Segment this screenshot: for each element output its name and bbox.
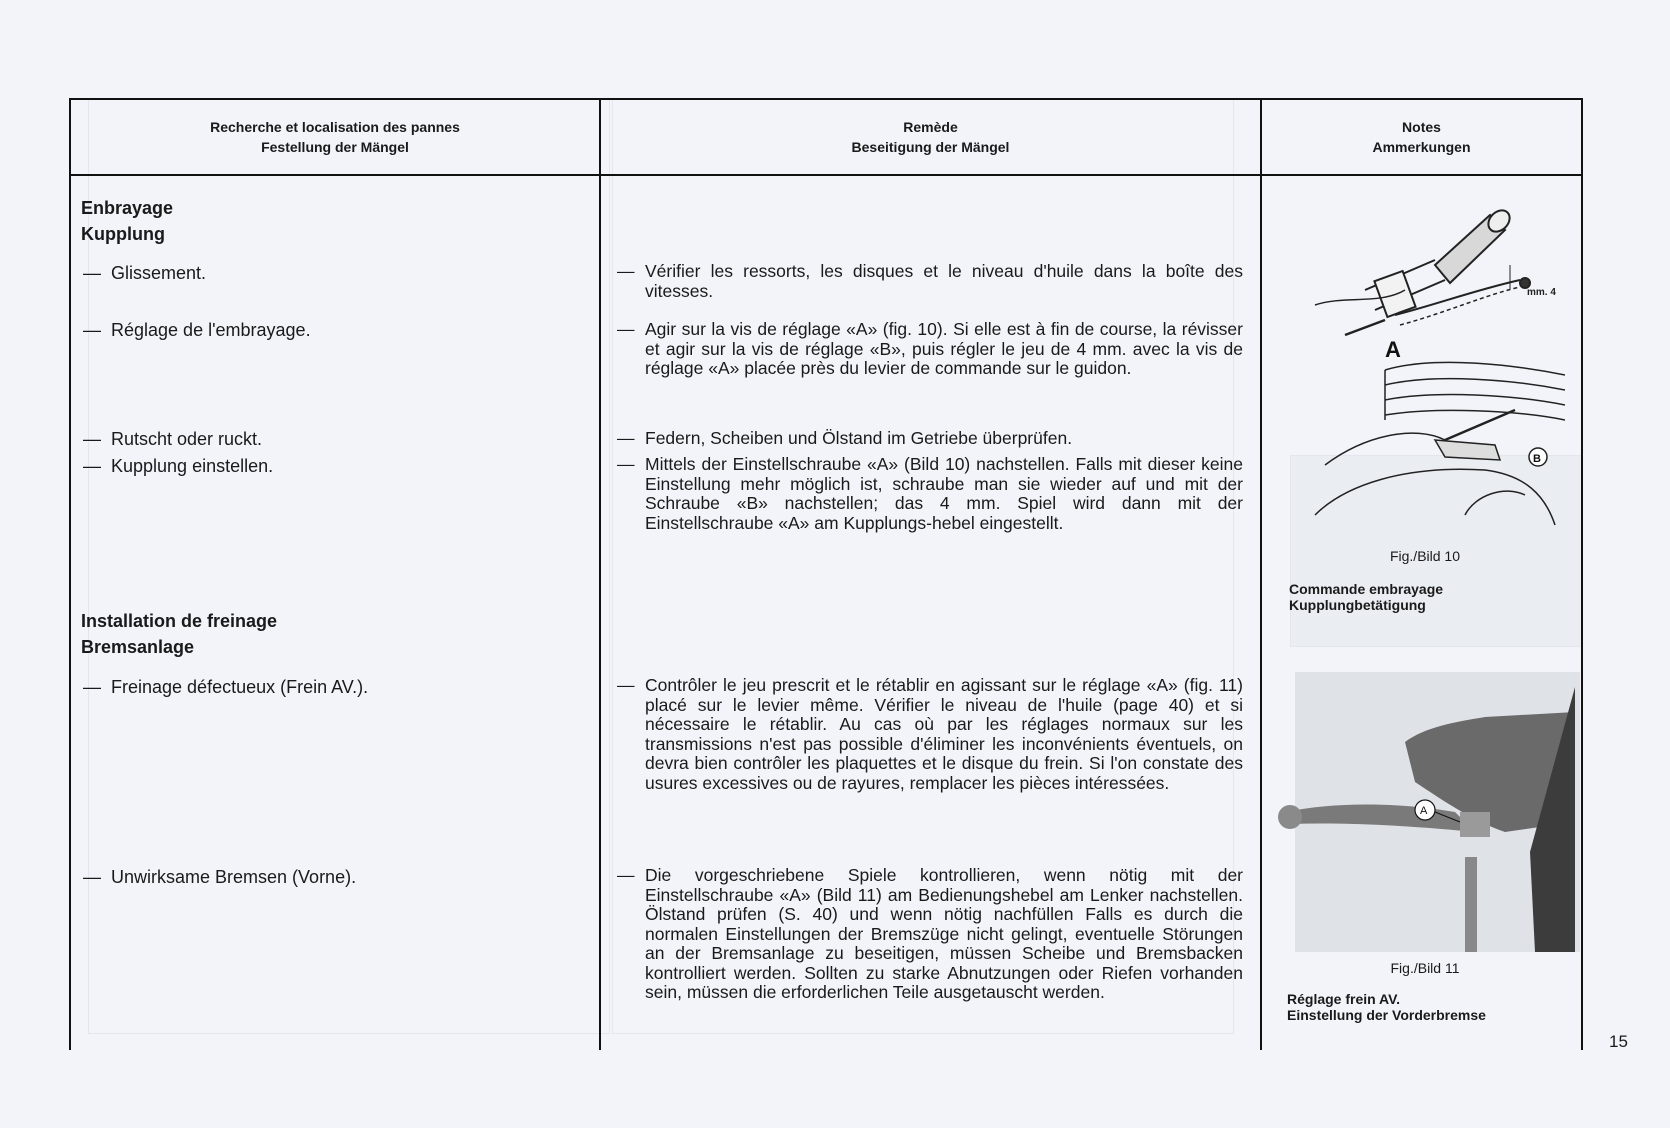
problem-text: Unwirksame Bremsen (Vorne).	[111, 867, 357, 887]
figure-label-b: B	[1533, 453, 1541, 465]
header-remedy-de: Beseitigung der Mängel	[851, 139, 1010, 155]
problem-item	[83, 263, 583, 283]
header-notes	[1262, 117, 1581, 157]
remedy-item	[617, 261, 1243, 301]
page-number: 15	[1609, 1032, 1628, 1051]
problem-item	[83, 677, 583, 697]
column-divider-2	[1260, 98, 1262, 1050]
header-remedy-fr: Remède	[903, 119, 958, 135]
figure-10-clutch-illustration	[1285, 195, 1565, 535]
problem-text: Kupplung einstellen.	[111, 456, 274, 476]
problem-item	[83, 867, 583, 887]
problem-text: Réglage de l'embrayage.	[111, 320, 311, 340]
figure-11-caption: Fig./Bild 11	[1390, 960, 1460, 976]
section-title-de: Bremsanlage	[81, 637, 195, 657]
figure-label-mm: mm. 4	[1527, 287, 1556, 298]
dash-bullet: —	[83, 429, 101, 449]
dash-bullet: —	[83, 677, 101, 697]
remedy-item	[617, 675, 1243, 793]
figure-title-fr: Réglage frein AV.	[1287, 991, 1401, 1007]
dash-bullet: —	[617, 428, 635, 448]
dash-bullet: —	[83, 263, 101, 283]
problem-text: Rutscht oder ruckt.	[111, 429, 263, 449]
figure-10-caption: Fig./Bild 10	[1389, 548, 1461, 564]
remedy-item	[617, 319, 1243, 379]
table-left-border	[69, 98, 71, 1050]
dash-bullet: —	[83, 867, 101, 887]
header-problems	[71, 117, 599, 157]
dash-bullet: —	[617, 675, 635, 695]
dash-bullet: —	[617, 865, 635, 885]
remedy-item	[617, 865, 1243, 1003]
problem-item	[83, 320, 583, 340]
problem-text: Freinage défectueux (Frein AV.).	[111, 677, 369, 697]
figure-title-de: Kupplungbetätigung	[1289, 597, 1426, 613]
header-problems-de: Festellung der Mängel	[261, 139, 409, 155]
header-notes-de: Ammerkungen	[1372, 139, 1471, 155]
section-title-fr: Installation de freinage	[81, 611, 278, 631]
dash-bullet: —	[83, 320, 101, 340]
header-remedy	[601, 117, 1260, 157]
figure-10-title	[1289, 581, 1443, 613]
header-notes-fr: Notes	[1402, 119, 1441, 135]
clutch-housing-drawing	[1315, 362, 1565, 525]
dash-bullet: —	[617, 319, 635, 339]
dash-bullet: —	[617, 261, 635, 281]
header-bottom-border	[69, 174, 1583, 176]
remedy-text: Agir sur la vis de réglage «A» (fig. 10). Si elle est à fin de course, la révisser et agir sur la vis de réglage «B», puis régler le jeu de 4 mm. avec la vis de réglage «A» placée près du levier de commande sur le guidon.	[645, 319, 1243, 378]
figure-label-a: A	[1385, 337, 1401, 362]
table-right-border	[1581, 98, 1583, 1050]
problem-text: Glissement.	[111, 263, 207, 283]
remedy-text: Vérifier les ressorts, les disques et le niveau d'huile dans la boîte des vitesses.	[645, 261, 1243, 301]
header-problems-fr: Recherche et localisation des pannes	[210, 119, 460, 135]
remedy-text: Contrôler le jeu prescrit et le rétablir en agissant sur le réglage «A» (fig. 11) placé sur le levier même. Vérifier le niveau de l'huile (page 40) et si nécessaire le rétablir. Au cas où par les réglages normaux sur les transmissions n'est pas possible d'éliminer les inconvénients éventuels, on devra bien contrôler les plaquettes et le disque du frein. Si l'on constate des usures excessives ou de rayures, remplacer les pièces intéressées.	[645, 675, 1243, 793]
figure-11-title	[1287, 991, 1486, 1023]
section-title-clutch	[81, 195, 173, 247]
section-title-brakes	[81, 608, 277, 660]
handlebar-grip-drawing	[1315, 206, 1530, 335]
figure-label-a: A	[1420, 805, 1428, 817]
table-top-border	[69, 98, 1583, 100]
section-title-de: Kupplung	[81, 224, 165, 244]
problem-item	[83, 456, 583, 476]
column-divider-1	[599, 98, 601, 1050]
remedy-text: Federn, Scheiben und Ölstand im Getriebe überprüfen.	[645, 428, 1073, 448]
figure-11-brake-photo	[1275, 672, 1580, 952]
remedy-item	[617, 454, 1243, 533]
problem-item	[83, 429, 583, 449]
remedy-text: Mittels der Einstellschraube «A» (Bild 10) nachstellen. Falls mit dieser keine Einstellung mehr möglich ist, schraube man sie wieder auf und mit der Schraube «B» nachstellen; das 4 mm. Spiel wird dann mit der Einstellschraube «A» am Kupplungs-hebel eingestellt.	[645, 454, 1243, 533]
figure-title-de: Einstellung der Vorderbremse	[1287, 1007, 1486, 1023]
dash-bullet: —	[83, 456, 101, 476]
figure-title-fr: Commande embrayage	[1289, 581, 1444, 597]
remedy-item	[617, 428, 1243, 449]
remedy-text: Die vorgeschriebene Spiele kontrollieren, wenn nötig mit der Einstellschraube «A» (Bild 11) am Bedienungshebel am Lenker nachstellen. Ölstand prüfen (S. 40) und wenn nötig nachfüllen Falls es durch die normalen Einstellungen der Bremszüge nicht gelingt, eventuelle Störungen an der Bremsanlage zu beseitigen, müssen Scheibe und Bremsbacken kontrolliert werden. Sollten zu starke Abnutzungen oder Riefen vorhanden sein, müssen die erforderlichen Teile ausgetauscht werden.	[645, 865, 1243, 1002]
section-title-fr: Enbrayage	[81, 198, 174, 218]
dash-bullet: —	[617, 454, 635, 474]
